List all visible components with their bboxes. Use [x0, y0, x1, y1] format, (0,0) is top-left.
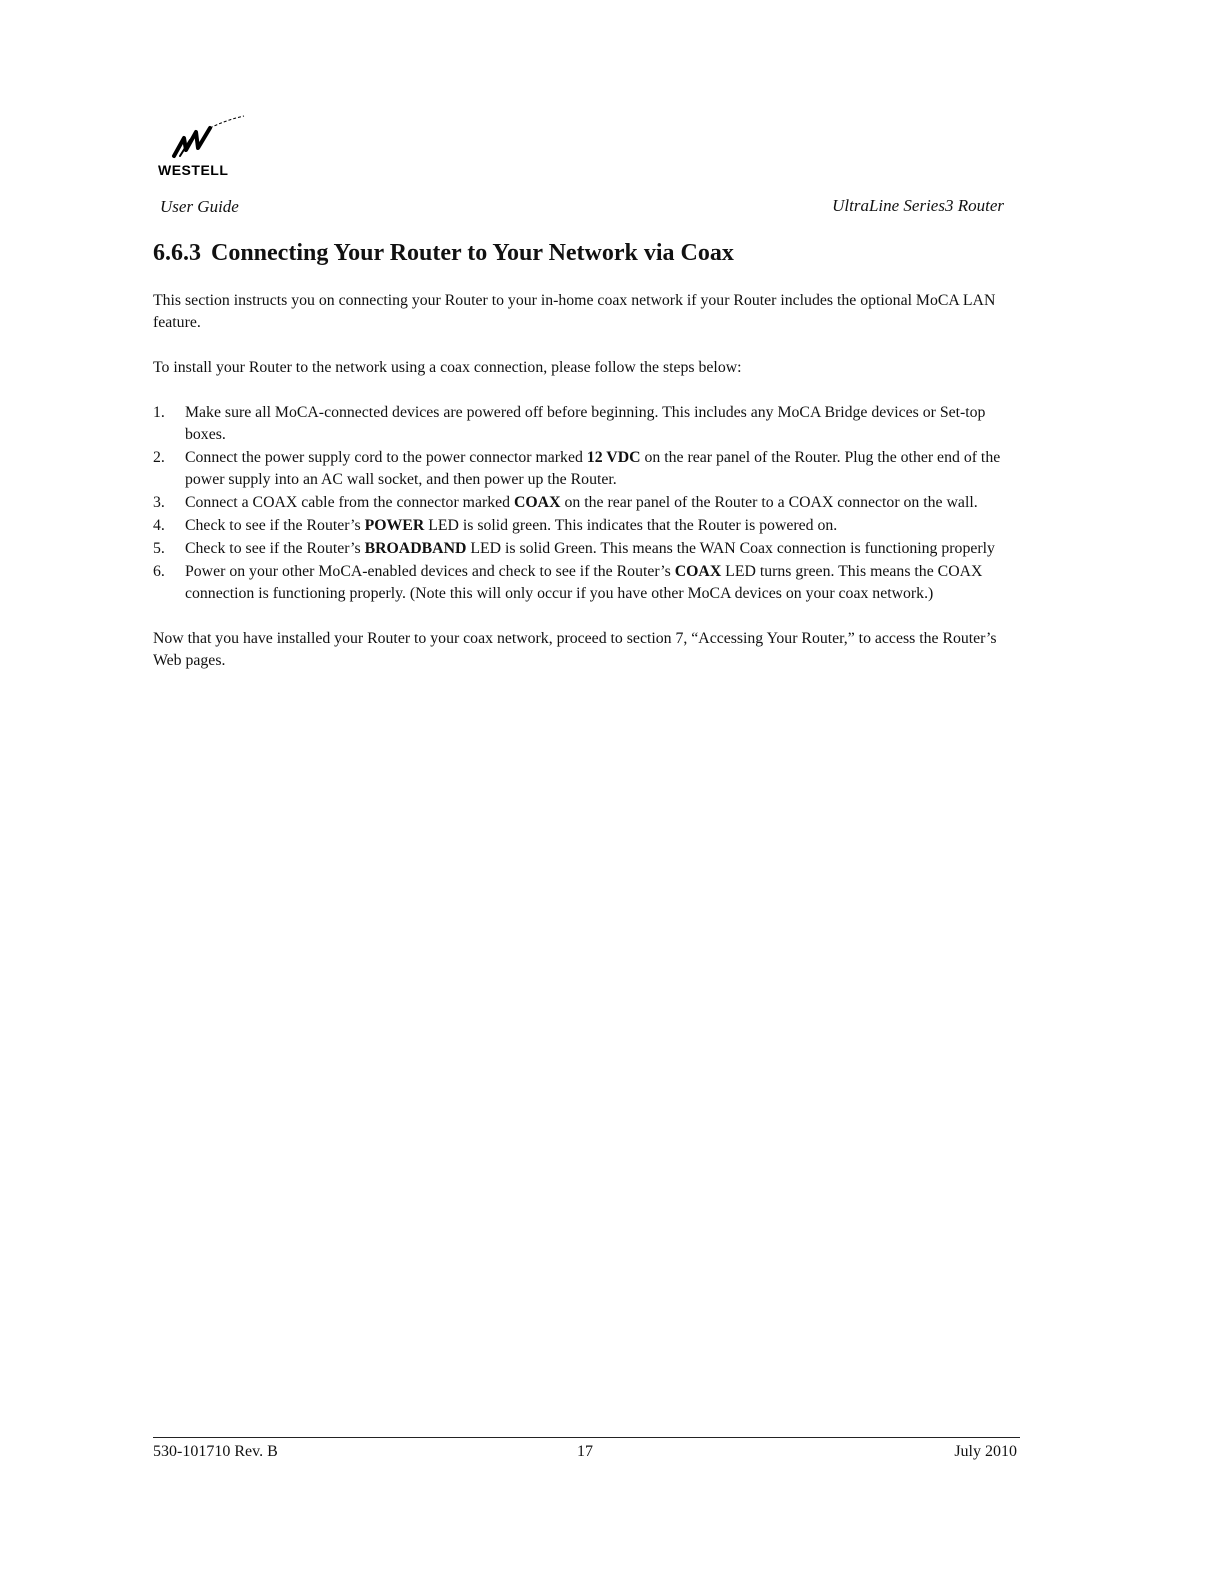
list-item — [153, 515, 1013, 537]
step-number: 4. — [153, 517, 165, 534]
step-text: Check to see if the Router’s — [185, 517, 365, 534]
section-title-text: Connecting Your Router to Your Network via Coax — [211, 240, 734, 266]
step-emphasis: BROADBAND — [364, 540, 467, 557]
list-item — [153, 402, 1013, 446]
list-item — [153, 447, 1013, 491]
step-emphasis: POWER — [364, 517, 425, 534]
steps-list — [153, 402, 1013, 605]
step-number: 5. — [153, 540, 165, 557]
list-item — [153, 561, 1013, 605]
step-text: Power on your other MoCA-enabled devices and check to see if the Router’s — [185, 563, 675, 580]
step-emphasis: 12 VDC — [586, 449, 641, 466]
body-content — [153, 290, 1013, 672]
footer-date: July 2010 — [954, 1443, 1017, 1460]
footer-divider — [153, 1437, 1020, 1438]
step-text: Make sure all MoCA-connected devices are powered off before beginning. This includes any MoCA Bridge devices or Set-top boxes. — [185, 404, 986, 443]
list-item — [153, 492, 1013, 514]
logo-wordmark: WESTELL — [158, 162, 229, 178]
section-title — [153, 240, 734, 267]
list-item — [153, 538, 1013, 560]
step-text: Connect the power supply cord to the power connector marked — [185, 449, 587, 466]
step-text: Connect a COAX cable from the connector marked — [185, 494, 514, 511]
step-number: 3. — [153, 494, 165, 511]
step-text-end: on the rear panel of the Router to a COAX connector on the wall. — [560, 494, 978, 511]
step-text-end: LED turns green. This means the COAX connection is functioning properly. (Note this will only occur if you have other MoCA devices on your coax network.) — [185, 563, 983, 602]
footer-doc-number: 530-101710 Rev. B — [153, 1443, 278, 1460]
header-left: User Guide — [160, 197, 239, 216]
closing-paragraph: Now that you have installed your Router to your coax network, proceed to section 7, “Accessing Your Router,” to access the Router’s Web pages. — [153, 630, 997, 669]
step-text: Check to see if the Router’s — [185, 540, 365, 557]
lead-paragraph: To install your Router to the network using a coax connection, please follow the steps below: — [153, 359, 742, 376]
section-number: 6.6.3 — [153, 240, 201, 266]
step-emphasis: COAX — [513, 494, 561, 511]
step-text-end: LED is solid green. This indicates that the Router is powered on. — [424, 517, 838, 534]
footer-page-number: 17 — [577, 1443, 593, 1460]
header-right: UltraLine Series3 Router — [832, 196, 1004, 215]
step-number: 2. — [153, 449, 165, 466]
step-number: 6. — [153, 563, 165, 580]
step-text-end: LED is solid Green. This means the WAN Coax connection is functioning properly — [466, 540, 995, 557]
intro-paragraph: This section instructs you on connecting your Router to your in-home coax network if your Router includes the optional MoCA LAN feature. — [153, 292, 996, 331]
step-emphasis: COAX — [674, 563, 722, 580]
step-number: 1. — [153, 404, 165, 421]
step-text-end: on the rear panel of the Router. Plug the other end of the power supply into an AC wall socket, and then power up the Router. — [185, 449, 1001, 488]
